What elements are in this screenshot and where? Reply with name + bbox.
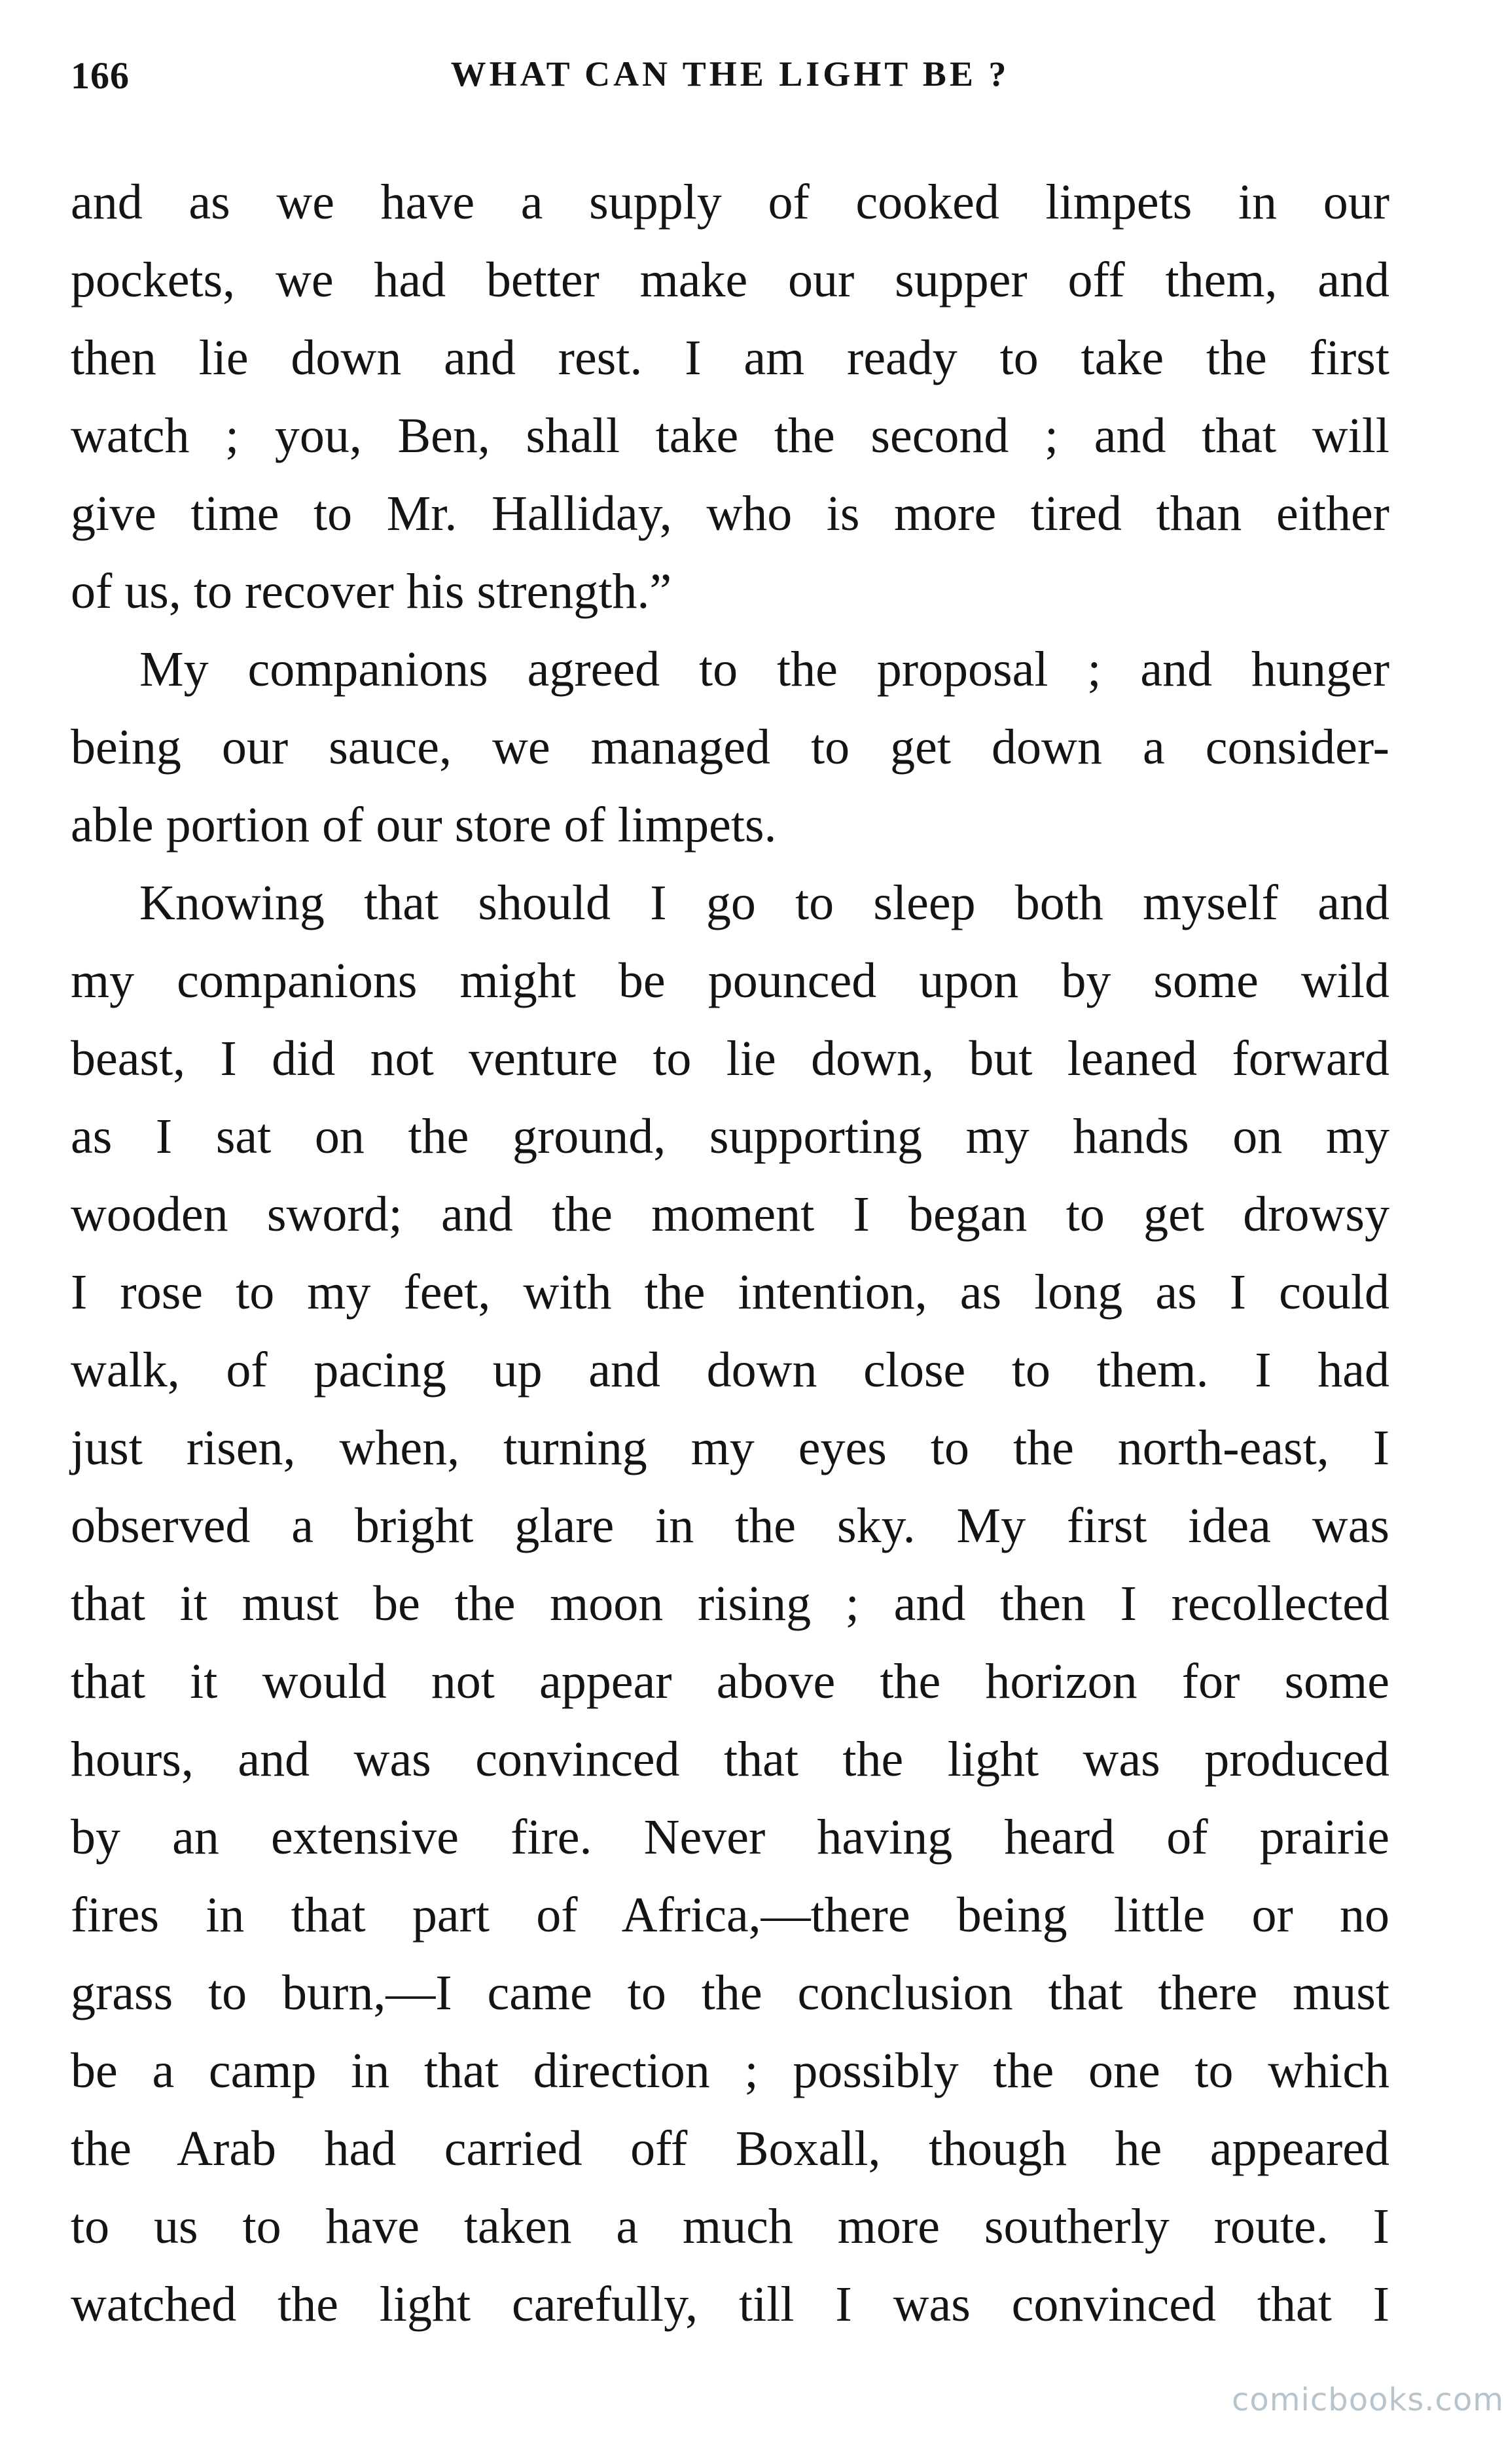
text-line: observed a bright glare in the sky. My first idea was bbox=[71, 1498, 1389, 1553]
watermark: comicbooks.com bbox=[1232, 2382, 1504, 2418]
text-line: the Arab had carried off Boxall, though he appeared bbox=[71, 2121, 1389, 2176]
text-line: wooden sword; and the moment I began to get drowsy bbox=[71, 1187, 1389, 1242]
text-line: watch ; you, Ben, shall take the second ; and that will bbox=[71, 408, 1389, 463]
text-line: My companions agreed to the proposal ; and hunger bbox=[139, 642, 1389, 697]
text-line: as I sat on the ground, supporting my hands on my bbox=[71, 1109, 1389, 1164]
text-line: give time to Mr. Halliday, who is more tired than either bbox=[71, 486, 1389, 541]
text-line: my companions might be pounced upon by some wild bbox=[71, 953, 1389, 1008]
text-line: and as we have a supply of cooked limpets in our bbox=[71, 175, 1389, 230]
text-line: of us, to recover his strength.” bbox=[71, 564, 672, 619]
text-line: Knowing that should I go to sleep both myself and bbox=[139, 875, 1389, 930]
running-head bbox=[71, 54, 1389, 106]
text-line: be a camp in that direction ; possibly the one to which bbox=[71, 2043, 1389, 2098]
text-line: being our sauce, we managed to get down a consider- bbox=[71, 720, 1389, 775]
text-line: by an extensive fire. Never having heard of prairie bbox=[71, 1810, 1389, 1865]
running-title: WHAT CAN THE LIGHT BE ? bbox=[450, 54, 1010, 94]
text-line: just risen, when, turning my eyes to the north-east, I bbox=[71, 1420, 1389, 1475]
text-line: hours, and was convinced that the light was produced bbox=[71, 1732, 1389, 1787]
text-line: to us to have taken a much more southerly route. I bbox=[71, 2199, 1389, 2254]
text-line: I rose to my feet, with the intention, as long as I could bbox=[71, 1265, 1389, 1320]
text-line: beast, I did not venture to lie down, but leaned forward bbox=[71, 1031, 1389, 1086]
text-line: able portion of our store of limpets. bbox=[71, 798, 777, 853]
text-line: then lie down and rest. I am ready to take the first bbox=[71, 330, 1389, 385]
text-line: walk, of pacing up and down close to them. I had bbox=[71, 1343, 1389, 1398]
text-line: grass to burn,—I came to the conclusion that there must bbox=[71, 1965, 1389, 2020]
text-line: pockets, we had better make our supper off them, and bbox=[71, 253, 1389, 308]
body-text bbox=[71, 164, 1389, 2344]
text-line: that it would not appear above the horizon for some bbox=[71, 1654, 1389, 1709]
text-line: fires in that part of Africa,—there being little or no bbox=[71, 1888, 1389, 1943]
page-number: 166 bbox=[71, 54, 130, 97]
text-line: that it must be the moon rising ; and then I recollected bbox=[71, 1576, 1389, 1631]
text-line: watched the light carefully, till I was convinced that I bbox=[71, 2277, 1389, 2332]
